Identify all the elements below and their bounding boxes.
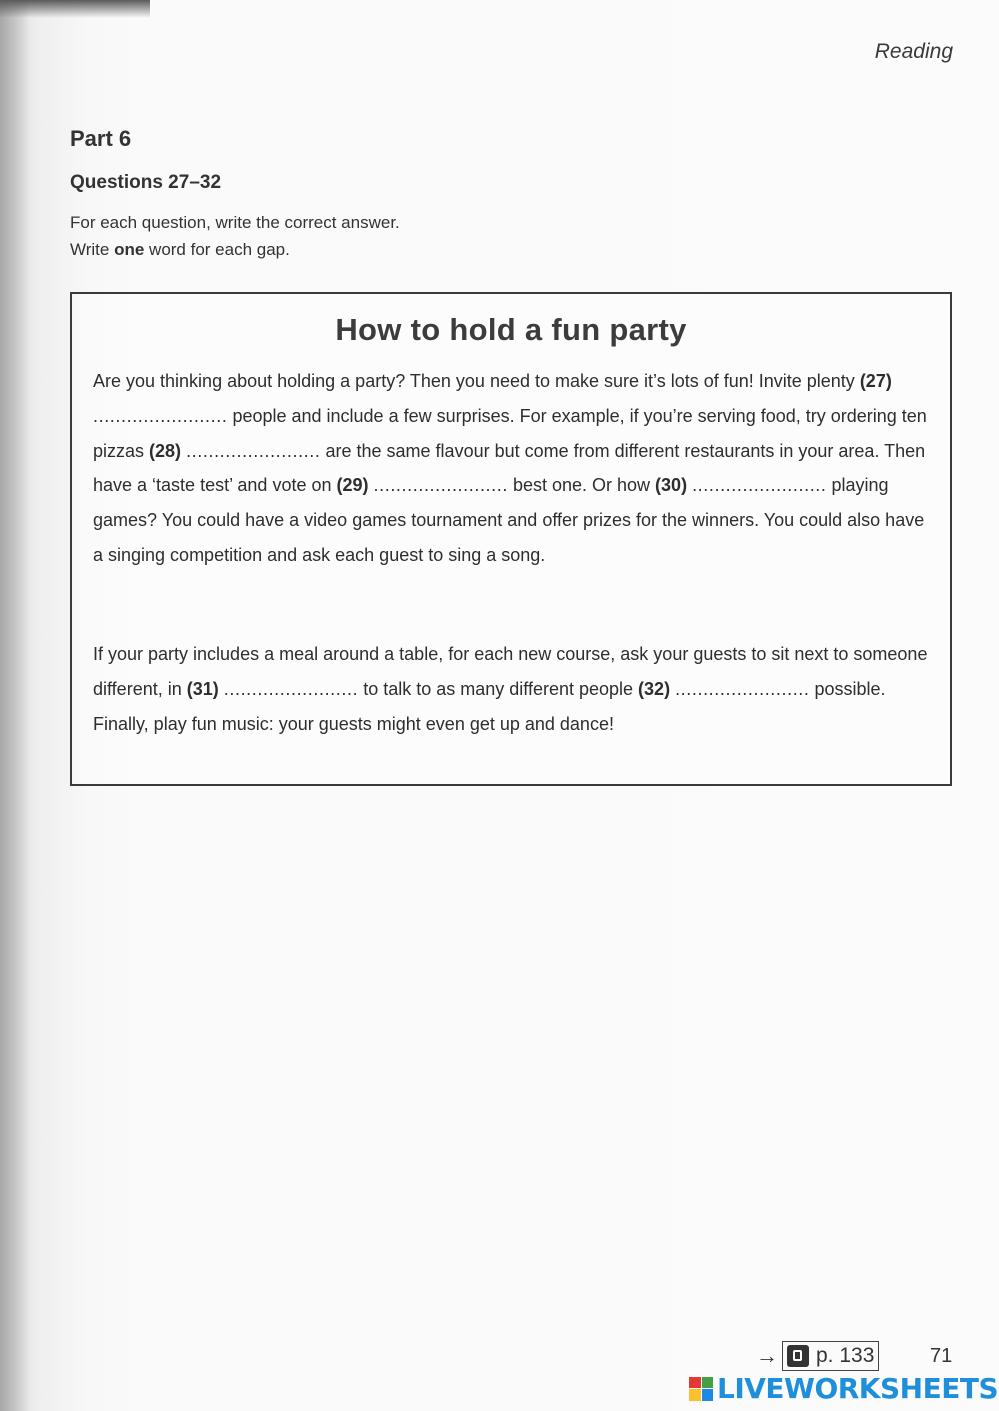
logo-cell-1: [689, 1377, 701, 1389]
para1-text-3: are the same flavour but come from different restaurants in your area. Then have a ‘taste test’ and vote on: [93, 440, 926, 496]
gap-27-number: (27): [859, 371, 892, 391]
para2-text-1: If your party includes a meal around a table, for each new course, ask your guests to sit next to someone different, in: [93, 644, 928, 699]
instruction-line-2: [70, 240, 290, 260]
liveworksheets-watermark: [689, 1372, 998, 1405]
gap-32-blank[interactable]: ........................: [675, 678, 810, 699]
gap-28-blank[interactable]: ........................: [186, 440, 321, 461]
paragraph-1: [93, 364, 939, 573]
instruction-line-1: For each question, write the correct answer.: [70, 213, 400, 232]
reading-text-box: [70, 292, 952, 786]
gap-30-blank[interactable]: ........................: [692, 475, 827, 496]
gap-31-blank[interactable]: ........................: [223, 678, 359, 699]
para1-text-2: people and include a few surprises. For example, if you’re serving food, try ordering ten pizzas: [93, 405, 927, 461]
gap-30-number: (30): [655, 475, 688, 496]
para1-text-4: best one. Or how: [507, 475, 656, 496]
book-icon: [787, 1345, 809, 1367]
watermark-text: LIVEWORKSHEETS: [717, 1372, 999, 1405]
paragraph-2: [93, 637, 939, 741]
para1-text-5: playing games? You could have a video games tournament and offer prizes for the winners. You could also have a singing competition and ask each guest to sing a song.: [93, 475, 925, 565]
questions-title: Questions 27–32: [70, 172, 222, 193]
text-title: How to hold a fun party: [335, 312, 687, 347]
instruction-2-bold: one: [114, 240, 145, 259]
para1-text-1: Are you thinking about holding a party? Then you need to make sure it’s lots of fun! Invite plenty: [93, 371, 860, 391]
page-reference-box: [782, 1341, 879, 1371]
page-number: 71: [930, 1345, 953, 1367]
gap-29-blank[interactable]: ........................: [373, 475, 508, 496]
logo-cell-4: [702, 1389, 714, 1401]
gap-32-number: (32): [638, 678, 671, 699]
binding-shadow: [0, 0, 30, 1411]
gap-27-blank[interactable]: ........................: [93, 405, 228, 426]
page-reference: [756, 1341, 879, 1371]
para2-text-3: possible. Finally, play fun music: your guests might even get up and dance!: [93, 678, 886, 734]
gap-29-number: (29): [336, 475, 369, 496]
scan-edge-shadow: [0, 0, 150, 18]
running-head: Reading: [874, 40, 953, 63]
part-title: Part 6: [70, 126, 132, 151]
gap-31-number: (31): [186, 678, 219, 699]
logo-cell-3: [689, 1389, 701, 1401]
instruction-2-prefix: Write: [70, 240, 115, 259]
arrow-right-icon: →: [756, 1343, 778, 1368]
gap-28-number: (28): [149, 440, 182, 461]
liveworksheets-logo-icon: [689, 1377, 713, 1401]
logo-cell-2: [702, 1377, 714, 1389]
instruction-2-suffix: word for each gap.: [144, 240, 290, 259]
page-reference-label: p. 133: [816, 1344, 875, 1367]
para2-text-2: to talk to as many different people: [358, 678, 639, 699]
